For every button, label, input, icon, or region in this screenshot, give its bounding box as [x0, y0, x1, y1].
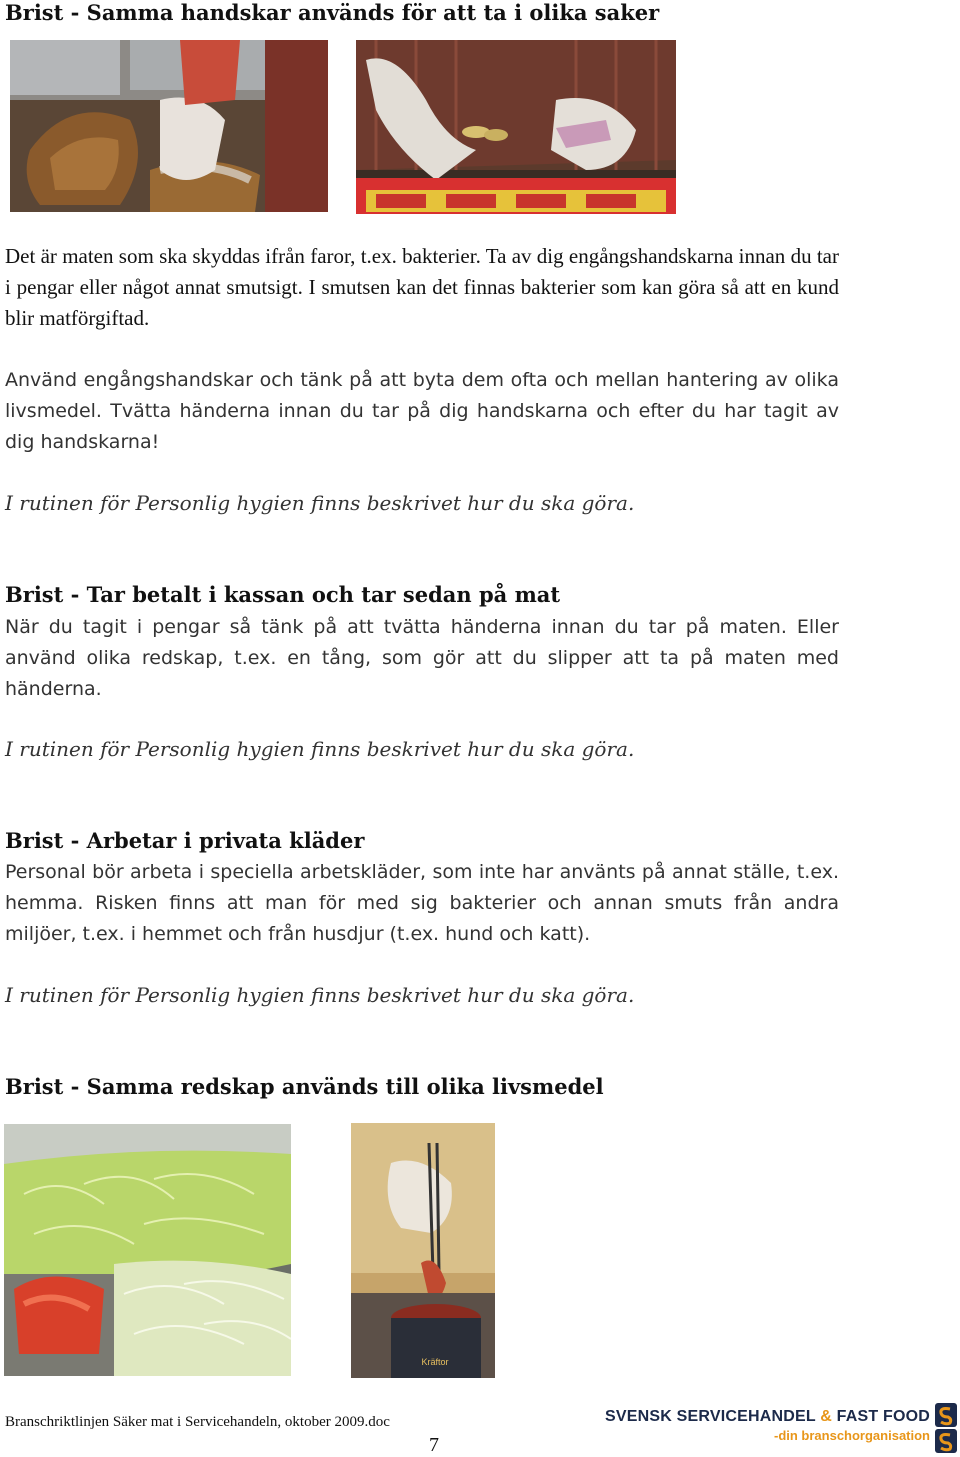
page-number: 7: [429, 1434, 439, 1456]
photo-salad-bar: [4, 1124, 291, 1376]
photo-gloves-money: [356, 40, 676, 214]
logo-text-a: SVENSK SERVICEHANDEL: [604, 1408, 816, 1425]
section-heading-payment: Brist - Tar betalt i kassan och tar sedan på mat: [5, 582, 561, 607]
section-heading-utensils: Brist - Samma redskap används till olika livsmedel: [5, 1074, 604, 1099]
photo-tongs-shrimp: [351, 1123, 495, 1378]
logo-s-mark-icon: [934, 1402, 958, 1454]
logo-wordmark: [605, 1408, 930, 1426]
paragraph-clothes: Personal bör arbeta i speciella arbetskläder, som inte har använts på annat ställe, t.ex. hemma. Risken finns att man för med sig bakterier och annan smuts från andra miljöer, t.ex. i hemmet och från husdjur (t.ex. hund och katt).: [5, 861, 839, 945]
footer-document-title: Branschriktlinjen Säker mat i Servicehandeln, oktober 2009.doc: [5, 1414, 390, 1430]
branch-logo: [604, 1398, 960, 1456]
routine-note-2: I rutinen för Personlig hygien finns beskrivet hur du ska göra.: [5, 737, 635, 761]
logo-ampersand: &: [820, 1408, 832, 1425]
paragraph-change-gloves: Använd engångshandskar och tänk på att byta dem ofta och mellan hantering av olika livsmedel. Tvätta händerna innan du tar på dig handskarna och efter du har tagit av dig handskarna!: [5, 369, 839, 453]
section-heading-gloves: Brist - Samma handskar används för att ta i olika saker: [5, 0, 660, 25]
section-heading-clothes: Brist - Arbetar i privata kläder: [5, 828, 365, 853]
routine-note-1: I rutinen för Personlig hygien finns beskrivet hur du ska göra.: [5, 491, 635, 515]
logo-tagline: -din branschorganisation: [773, 1428, 930, 1443]
routine-note-3: I rutinen för Personlig hygien finns beskrivet hur du ska göra.: [5, 983, 635, 1007]
paragraph-payment: När du tagit i pengar så tänk på att tvätta händerna innan du tar på maten. Eller använd olika redskap, t.ex. en tång, som gör att du slipper att ta på maten med händerna.: [5, 616, 839, 700]
paragraph-gloves-money: Det är maten som ska skyddas ifrån faror, t.ex. bakterier. Ta av dig engångshandskarna innan du tar i pengar eller något annat smutsigt. I smutsen kan det finnas bakterier som kan göra så att en kund blir matförgiftad.: [5, 244, 839, 330]
photo-sandwich-gloves: [10, 40, 328, 212]
logo-text-b: FAST FOOD: [836, 1408, 930, 1425]
photo-packaging-label: Kräftor: [421, 1357, 449, 1367]
